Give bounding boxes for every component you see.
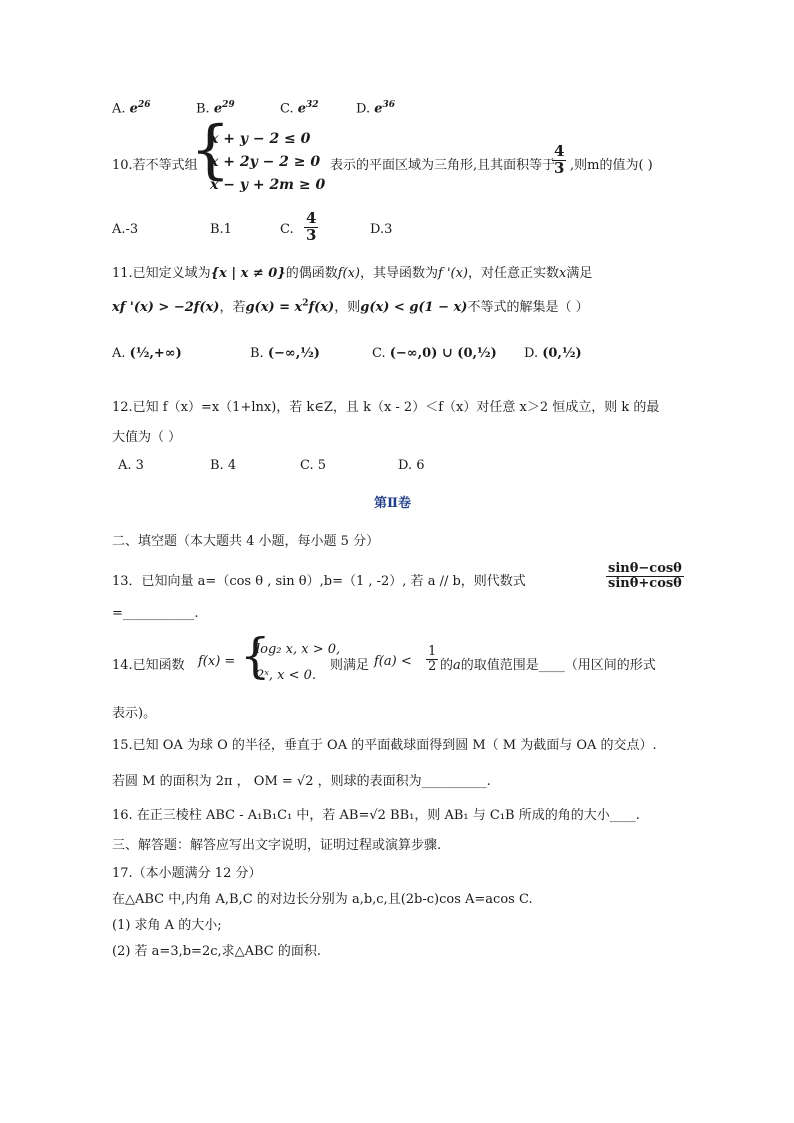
q11-cond: xf '(x) > −2f(x)	[112, 300, 220, 315]
q10-ineq-3: x − y + 2m ≥ 0	[210, 177, 326, 193]
q16-text: 16. 在正三棱柱 ABC - A₁B₁C₁ 中，若 AB=√2 BB₁，则 AB₁ 与 C₁B 所成的角的大小____.	[112, 808, 640, 823]
q14-mid2	[440, 654, 656, 673]
q11-end3: 不等式的解集是（ ）	[467, 300, 589, 315]
q10-prefix: 10.若不等式组	[112, 158, 198, 173]
q11-option-d-val: (0,½)	[542, 346, 582, 361]
q9-option-b-exp: 29	[222, 100, 235, 110]
q11-gdef-exp: 2	[302, 298, 309, 309]
q11-option-c-label: C.	[372, 346, 386, 361]
q14-mid2-text: 的	[440, 658, 454, 673]
fill-in-header: 二、填空题（本大题共 4 小题，每小题 5 分）	[112, 534, 380, 549]
q10-option-b: B.1	[210, 222, 232, 237]
q10-middle	[330, 154, 555, 173]
q9-options	[112, 100, 150, 116]
q9-option-a-exp: 26	[137, 100, 151, 110]
q17-part-2: (2) 若 a=3,b=2c,求△ABC 的面积.	[112, 944, 322, 959]
q10-system	[210, 128, 325, 197]
q11-mid3: ，若	[219, 300, 246, 315]
q9-option-a-base: e	[129, 101, 138, 117]
q11-option-d	[524, 346, 582, 361]
q12-option-d: D. 6	[398, 458, 425, 473]
q11-domain: {x | x ≠ 0}	[210, 266, 286, 281]
q17-title: 17.（本小题满分 12 分）	[112, 866, 262, 881]
q10-option-a: A.-3	[112, 222, 139, 237]
q14-brace: {	[240, 628, 271, 684]
q13-frac-den: sinθ+cosθ	[608, 575, 682, 591]
q9-option-a-label: A.	[112, 101, 126, 117]
q11-ineq: g(x) < g(1 − x)	[360, 300, 468, 315]
q11-option-a-label: A.	[112, 346, 126, 361]
q10-option-c-frac	[304, 211, 318, 244]
q11-mid2: ，其导函数为	[360, 266, 439, 281]
q11-line-1	[112, 262, 592, 281]
q13-blank: =___________.	[112, 606, 199, 621]
q9-option-c-base: e	[297, 101, 307, 117]
q11-option-b	[250, 346, 320, 361]
q14-case-1: log₂ x, x > 0,	[256, 642, 341, 657]
q14-half	[426, 645, 438, 673]
q14-half-den: 2	[428, 658, 437, 674]
q14-cond: f(a) <	[374, 654, 412, 669]
q11-fpx: f '(x)	[438, 266, 469, 281]
q17-stem: 在△ABC 中,内角 A,B,C 的对边长分别为 a,b,c,且(2b-c)cos A=acos C.	[112, 892, 533, 907]
q11-gdef: g(x) = x	[245, 300, 303, 315]
q14-line-2: 表示)。	[112, 706, 157, 721]
q13-frac-num: sinθ−cosθ	[608, 561, 682, 576]
q9-option-b-base: e	[213, 101, 223, 117]
q11-x: x	[559, 266, 567, 281]
q11-mid4: ，则	[334, 300, 361, 315]
q14-mid: 则满足	[330, 658, 370, 673]
q11-gdef-end: f(x)	[308, 300, 335, 315]
q17-part-1: (1) 求角 A 的大小;	[112, 918, 222, 933]
q10-frac-den: 3	[554, 158, 565, 177]
q11-option-d-label: D.	[524, 346, 539, 361]
q12-option-a: A. 3	[118, 458, 144, 473]
q14-case-2: 2ˣ, x < 0.	[256, 668, 317, 683]
q9-option-c-exp: 32	[306, 100, 319, 110]
q10-frac-num: 4	[554, 142, 565, 160]
q10-option-c-den: 3	[306, 225, 317, 244]
q11-option-b-val: (−∞,½)	[267, 346, 320, 361]
q10-middle-text: 表示的平面区域为三角形,且其面积等于	[330, 158, 556, 173]
q14-a: a	[453, 658, 461, 673]
q10-brace: {	[190, 113, 231, 187]
q15-line-1: 15.已知 OA 为球 O 的半径，垂直于 OA 的平面截球面得到圆 M（ M 为截面与 OA 的交点）.	[112, 738, 657, 753]
q9-option-c-label: C.	[280, 101, 294, 117]
q11-end: ，对任意正实数	[468, 266, 560, 281]
q13-text: 13．已知向量 a=（cos θ , sin θ）,b=（1 , -2）, 若 a // b，则代数式	[112, 574, 526, 589]
q11-option-a	[112, 346, 182, 361]
q14-pre: 14.已知函数	[112, 658, 185, 673]
section-title: 第Ⅱ卷	[374, 496, 411, 511]
q9-option-d-exp: 36	[382, 100, 396, 110]
q14-fx: f(x) =	[198, 654, 236, 669]
q11-line-2	[112, 296, 589, 315]
q11-fx: f(x)	[337, 266, 360, 281]
q14-half-num: 1	[428, 644, 437, 659]
q10-suffix: ,则m的值为( )	[570, 158, 653, 173]
q10-option-c-num: 4	[306, 209, 317, 227]
q11-option-b-label: B.	[250, 346, 264, 361]
q12-option-b: B. 4	[210, 458, 237, 473]
q11-mid: 的偶函数	[285, 266, 338, 281]
q9-option-d	[356, 100, 395, 116]
q15-line-2: 若圆 M 的面积为 2π ， OM = √2 ，则球的表面积为__________.	[112, 774, 491, 789]
q9-option-d-label: D.	[356, 101, 371, 117]
q11-option-c	[372, 346, 497, 361]
q9-option-d-base: e	[374, 101, 383, 117]
solve-header: 三、解答题：解答应写出文字说明，证明过程或演算步骤.	[112, 838, 442, 853]
q11-pre: 11.已知定义域为	[112, 266, 211, 281]
q11-end2: 满足	[566, 266, 593, 281]
q12-option-c: C. 5	[300, 458, 327, 473]
q11-option-a-val: (½,+∞)	[129, 346, 182, 361]
q14-end: 的取值范围是____（用区间的形式	[460, 658, 656, 673]
q10-option-d: D.3	[370, 222, 393, 237]
q10-ineq-1: x + y − 2 ≤ 0	[210, 131, 311, 147]
q10-ineq-2: x + 2y − 2 ≥ 0	[210, 154, 321, 170]
q10-fraction	[552, 144, 566, 177]
q11-option-c-val: (−∞,0) ∪ (0,½)	[389, 346, 497, 361]
q13-fraction	[606, 562, 684, 590]
q12-line-2: 大值为（ ）	[112, 430, 182, 445]
q12-line-1: 12.已知 f（x）=x（1+lnx)，若 k∈Z，且 k（x - 2）＜f（x）对任意 x＞2 恒成立，则 k 的最	[112, 400, 660, 415]
q9-option-c	[280, 100, 319, 116]
q10-option-c-label: C.	[280, 222, 294, 237]
q9-option-b-label: B.	[196, 101, 210, 117]
